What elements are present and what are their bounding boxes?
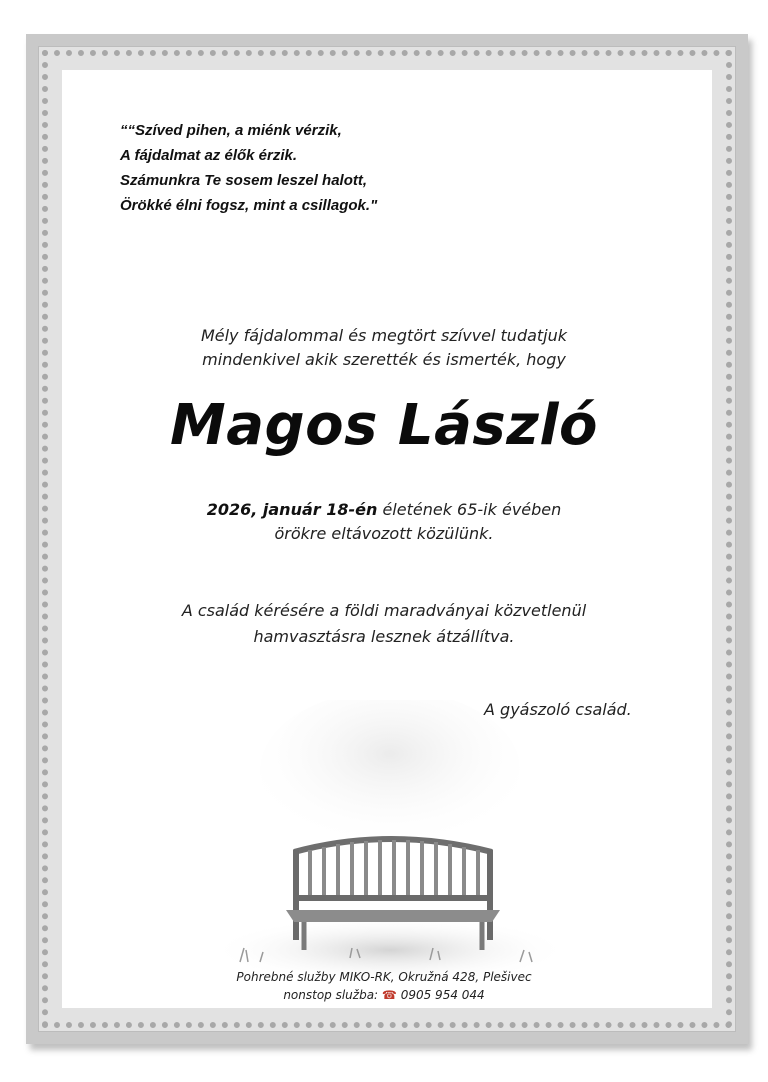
deceased-name: Magos László [170,393,598,458]
signature: A gyászoló család. [484,700,632,719]
quote-line: Örökké élni fogsz, mint a csillagok." [120,197,378,214]
bench-icon [200,700,580,990]
quote-line: A fájdalmat az élők érzik. [120,147,298,164]
funeral-service-footer [0,968,768,1004]
death-line: örökre eltávozott közülünk. [274,524,494,543]
death-date: 2026, január 18-én [206,500,378,519]
memorial-quote [120,118,377,218]
death-notice [0,498,768,546]
telephone-icon: ☎ [381,988,397,1002]
intro-line: mindenkivel akik szerették és ismerték, hogy [202,350,566,369]
quote-line: Számunkra Te sosem leszel halott, [120,172,368,189]
bench-illustration [200,700,580,990]
footer-phone: 0905 954 044 [400,988,485,1002]
footer-service-label: nonstop služba: [283,988,382,1002]
death-age: életének 65-ik évében [377,500,562,519]
quote-line: ““Szíved pihen, a miénk vérzik, [120,122,342,139]
request-line: hamvasztásra lesznek átzállítva. [253,627,515,646]
footer-address: Pohrebné služby MIKO-RK, Okružná 428, Plešivec [236,970,532,984]
family-request [0,598,768,650]
request-line: A család kérésére a földi maradványai közvetlenül [181,601,587,620]
intro-line: Mély fájdalommal és megtört szívvel tudatjuk [200,326,568,345]
announcement-intro [0,324,768,372]
